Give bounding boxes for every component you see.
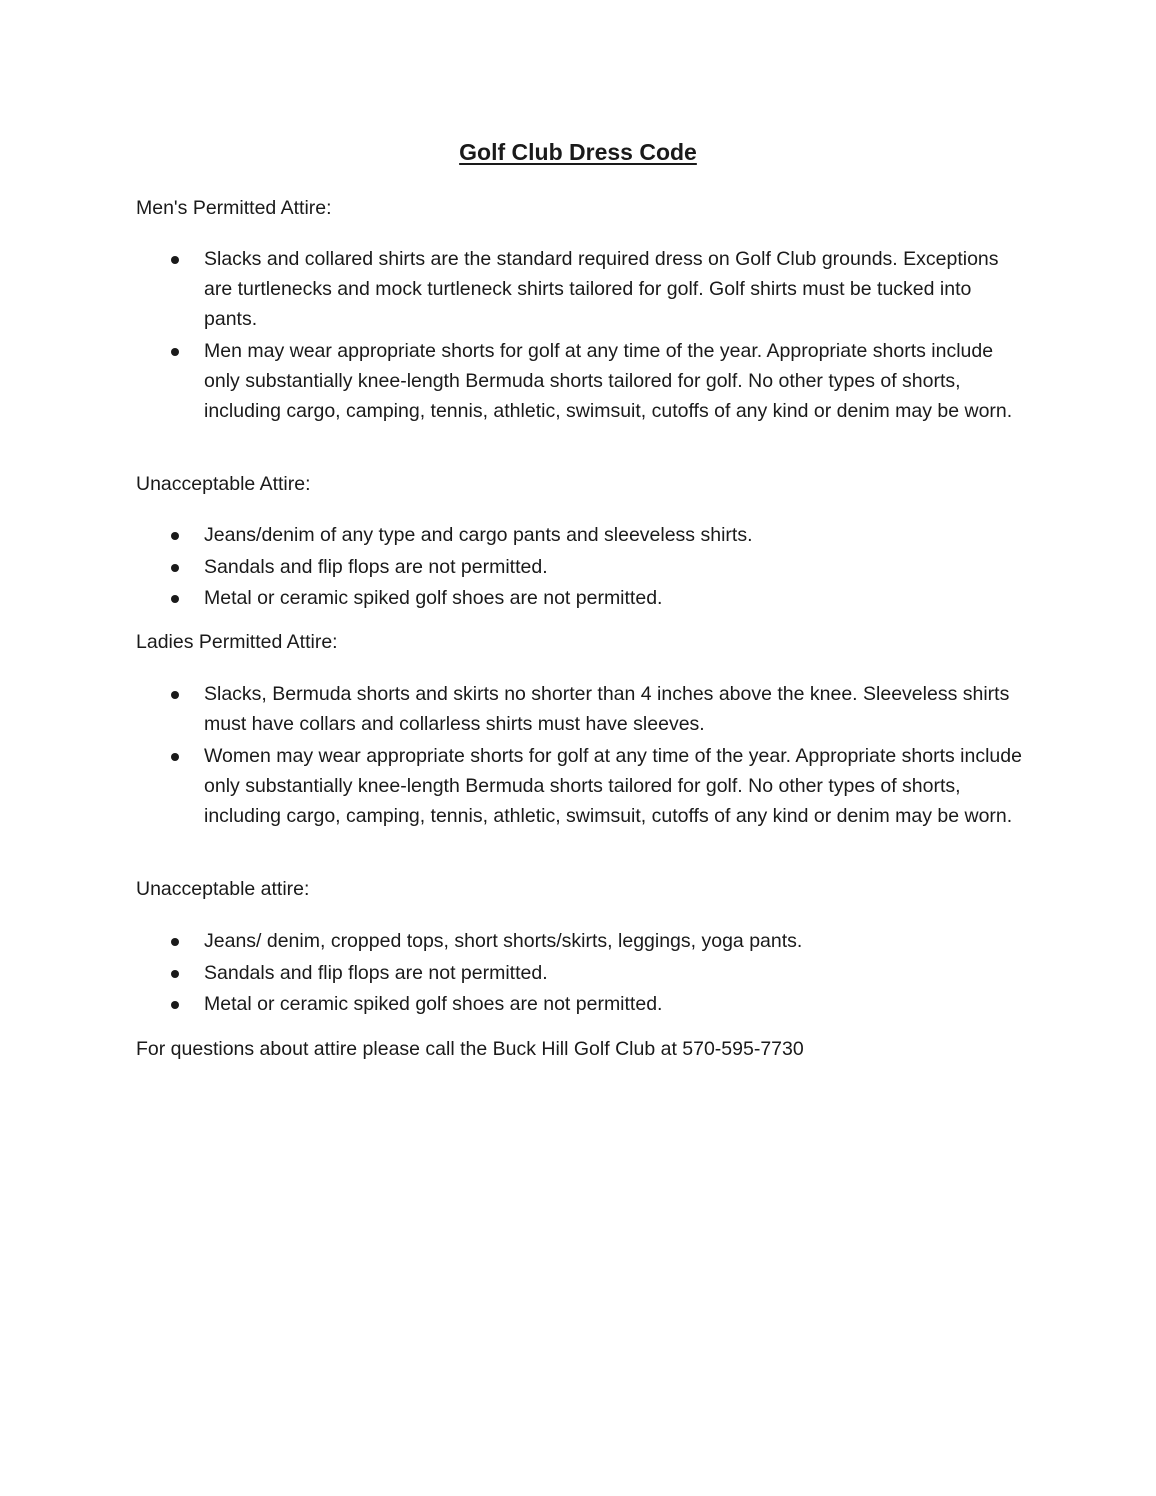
bullet-icon — [171, 1001, 179, 1009]
document-title: Golf Club Dress Code — [459, 139, 697, 165]
section-heading-mens-unacceptable: Unacceptable Attire: — [136, 473, 311, 495]
ladies-unacceptable-list — [136, 926, 1026, 1021]
ladies-permitted-list — [136, 679, 1026, 832]
list-item-text: Slacks and collared shirts are the standard required dress on Golf Club grounds. Exceptions are turtlenecks and mock turtleneck shirts tailored for golf. Golf shirts must be tucked into pants. — [204, 248, 999, 330]
list-item — [136, 989, 1026, 1019]
list-item-text: Sandals and flip flops are not permitted. — [204, 961, 548, 984]
mens-permitted-list — [136, 244, 1026, 427]
bullet-icon — [171, 532, 179, 540]
list-item-text: Men may wear appropriate shorts for golf at any time of the year. Appropriate shorts include only substantially knee-length Bermuda shorts tailored for golf. No other types of shorts, including cargo, camping, tennis, athletic, swimsuit, cutoffs of any kind or denim may be worn. — [204, 339, 1013, 422]
mens-unacceptable-list — [136, 520, 1026, 615]
bullet-icon — [171, 970, 179, 978]
bullet-icon — [171, 256, 179, 264]
bullet-icon — [171, 691, 179, 699]
section-heading-ladies-unacceptable: Unacceptable attire: — [136, 878, 310, 900]
list-item-text: Sandals and flip flops are not permitted. — [204, 555, 548, 578]
list-item — [136, 244, 1026, 334]
list-item-text: Jeans/denim of any type and cargo pants and sleeveless shirts. — [204, 524, 753, 546]
list-item — [136, 552, 1026, 582]
bullet-icon — [171, 753, 179, 761]
section-heading-mens-permitted: Men's Permitted Attire: — [136, 197, 332, 219]
bullet-icon — [171, 348, 179, 356]
list-item-text: Jeans/ denim, cropped tops, short shorts/skirts, leggings, yoga pants. — [204, 930, 803, 952]
list-item — [136, 926, 1026, 956]
section-heading-ladies-permitted: Ladies Permitted Attire: — [136, 631, 338, 653]
bullet-icon — [171, 564, 179, 572]
list-item — [136, 741, 1026, 831]
list-item-text: Metal or ceramic spiked golf shoes are not permitted. — [204, 587, 663, 609]
list-item-text: Slacks, Bermuda shorts and skirts no shorter than 4 inches above the knee. Sleeveless shirts must have collars and collarless shirts must have sleeves. — [204, 683, 1010, 735]
list-item-text: Metal or ceramic spiked golf shoes are not permitted. — [204, 993, 663, 1015]
list-item — [136, 520, 1026, 550]
list-item — [136, 583, 1026, 613]
bullet-icon — [171, 938, 179, 946]
bullet-icon — [171, 595, 179, 603]
list-item-text: Women may wear appropriate shorts for golf at any time of the year. Appropriate shorts include only substantially knee-length Bermuda shorts tailored for golf. No other types of shorts, including cargo, camping, tennis, athletic, swimsuit, cutoffs of any kind or denim may be worn. — [204, 744, 1022, 827]
list-item — [136, 679, 1026, 739]
list-item — [136, 958, 1026, 988]
contact-footer: For questions about attire please call the Buck Hill Golf Club at 570-595-7730 — [136, 1038, 804, 1060]
list-item — [136, 336, 1026, 426]
